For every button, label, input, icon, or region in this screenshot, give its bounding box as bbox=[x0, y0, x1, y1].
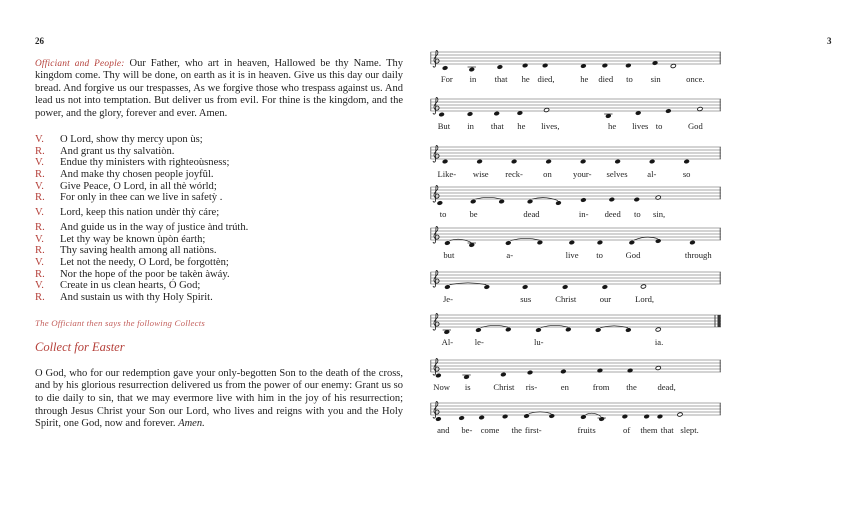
versicle-text: Let thy way be known ùpòn éarth; bbox=[60, 233, 206, 245]
lyric-syllable: so bbox=[682, 169, 691, 179]
lyric-syllable: lives, bbox=[541, 121, 560, 131]
treble-clef-icon bbox=[433, 50, 439, 67]
versicle-label: V. bbox=[35, 256, 44, 268]
note bbox=[537, 240, 543, 245]
versicle-text: And make thy chosen people joyfûl. bbox=[60, 168, 214, 180]
versicle-text: And sustain us with thy Holy Spirit. bbox=[60, 291, 213, 303]
staff-notation bbox=[430, 268, 722, 294]
lyric-syllable: For bbox=[440, 74, 453, 84]
lyric-syllable: the bbox=[626, 382, 637, 392]
lyric-syllable: Now bbox=[433, 382, 450, 392]
lyric-syllable: died, bbox=[537, 74, 555, 84]
collect-paragraph bbox=[35, 368, 403, 432]
note bbox=[569, 240, 575, 245]
note bbox=[655, 239, 661, 244]
note bbox=[442, 66, 448, 71]
treble-clef-icon bbox=[433, 358, 439, 375]
versicle-row bbox=[35, 192, 403, 204]
lyric-syllable: be- bbox=[461, 425, 473, 435]
music-staff bbox=[430, 48, 722, 88]
staff-lyrics bbox=[430, 121, 722, 133]
page-number-left: 26 bbox=[35, 36, 44, 46]
collect-text: O God, who for our redemption gave your only-begotten Son to the death of the cross, and by his glorious resurrection delivered us from the power of our enemy: Grant us so to die daily to sin, that we may evermore live with him in the joy of his resurrection; through Jesus Christ your Son our Lord, who lives and reigns with you and the Holy Spirit, one God, now and forever. bbox=[35, 367, 403, 430]
music-staff bbox=[430, 95, 722, 135]
note bbox=[479, 415, 485, 420]
note bbox=[484, 285, 490, 290]
lyric-syllable: sin bbox=[650, 74, 661, 84]
lyric-syllable: first- bbox=[524, 425, 542, 435]
note bbox=[599, 417, 605, 422]
music-staff bbox=[430, 224, 722, 264]
note bbox=[546, 159, 552, 164]
lyric-syllable: is bbox=[464, 382, 471, 392]
lyric-syllable: slept. bbox=[680, 425, 699, 435]
versicle-text: O Lord, show thy mercy upon ùs; bbox=[60, 134, 203, 145]
lyric-syllable: God bbox=[625, 250, 641, 260]
lyric-syllable: he bbox=[580, 74, 589, 84]
lyric-syllable: lives bbox=[632, 121, 649, 131]
treble-clef-icon bbox=[433, 97, 439, 114]
lyric-syllable: to bbox=[596, 250, 603, 260]
lyric-syllable: once. bbox=[686, 74, 705, 84]
lords-prayer-paragraph bbox=[35, 58, 403, 121]
versicle-text: Thy saving health among all natiòns. bbox=[60, 245, 217, 257]
note bbox=[505, 241, 511, 246]
lyric-syllable: fruits bbox=[577, 425, 596, 435]
note bbox=[524, 414, 530, 419]
collect-amen: Amen. bbox=[178, 418, 205, 430]
versicle-text: Let not the needy, O Lord, be forgottèn; bbox=[60, 256, 229, 268]
note bbox=[477, 159, 483, 164]
note bbox=[615, 159, 621, 164]
staff-lyrics bbox=[430, 382, 722, 394]
versicle-row bbox=[35, 207, 403, 219]
versicle-text: Endue thy ministers with righteoùsness; bbox=[60, 157, 230, 169]
note bbox=[436, 417, 442, 422]
open-note bbox=[677, 412, 683, 417]
open-note bbox=[655, 327, 661, 332]
versicle-row bbox=[35, 280, 403, 292]
versicle-label: R. bbox=[35, 145, 45, 157]
lyric-syllable: on bbox=[543, 169, 552, 179]
versicle-label: V. bbox=[35, 180, 44, 192]
note bbox=[476, 328, 482, 333]
lyric-syllable: Je- bbox=[442, 294, 453, 304]
lyric-syllable: in bbox=[467, 121, 474, 131]
lyric-syllable: died bbox=[598, 74, 614, 84]
lyric-syllable: to bbox=[655, 121, 663, 131]
staff-notation bbox=[430, 48, 722, 74]
note bbox=[439, 112, 445, 117]
rubric-officiant-and-people: Officiant and People: bbox=[35, 58, 125, 69]
note bbox=[562, 285, 568, 290]
note bbox=[565, 327, 571, 332]
staff-notation bbox=[430, 143, 722, 169]
versicle-text: Give Peace, O Lord, in all thè wórld; bbox=[60, 180, 217, 192]
versicle-label: R. bbox=[35, 268, 45, 280]
music-staff bbox=[430, 399, 722, 439]
staff-lyrics bbox=[430, 294, 722, 306]
note bbox=[469, 67, 475, 72]
lyric-syllable: ia. bbox=[654, 337, 664, 347]
lyric-syllable: dead bbox=[523, 209, 540, 219]
treble-clef-icon bbox=[433, 145, 439, 162]
versicle-text: And grant us thy salvatiòn. bbox=[60, 145, 175, 157]
note bbox=[505, 327, 511, 332]
note bbox=[684, 159, 690, 164]
lyric-syllable: that bbox=[490, 121, 504, 131]
versicle-row bbox=[35, 234, 403, 246]
note bbox=[527, 370, 533, 375]
music-staff bbox=[430, 311, 722, 351]
music-staff bbox=[430, 143, 722, 183]
lyric-syllable: live bbox=[565, 250, 579, 260]
versicle-text: For only in thee can we live in safetỳ . bbox=[60, 192, 223, 204]
note bbox=[561, 369, 567, 374]
collect-for-easter-heading: Collect for Easter bbox=[35, 340, 125, 354]
lyric-syllable: that bbox=[660, 425, 674, 435]
lyric-syllable: Like- bbox=[437, 169, 457, 179]
note bbox=[556, 201, 562, 206]
note bbox=[436, 373, 442, 378]
versicle-label: V. bbox=[35, 280, 44, 292]
lyric-syllable: he bbox=[608, 121, 617, 131]
note bbox=[597, 240, 603, 245]
versicle-text: Nor the hope of the poor be takèn àwáy. bbox=[60, 268, 230, 280]
staff-lyrics bbox=[430, 74, 722, 86]
versicle-row bbox=[35, 157, 403, 169]
staff-lyrics bbox=[430, 337, 722, 349]
versicle-row bbox=[35, 181, 403, 193]
treble-clef-icon bbox=[433, 185, 439, 202]
staff-lyrics bbox=[430, 169, 722, 181]
staff-notation bbox=[430, 95, 722, 121]
lyric-syllable: the bbox=[511, 425, 522, 435]
versicle-text: Lord, keep this nation undèr thỳ cáre; bbox=[60, 207, 220, 219]
note bbox=[511, 159, 517, 164]
final-barline-thick bbox=[718, 315, 721, 327]
note bbox=[595, 328, 601, 333]
staff-notation bbox=[430, 224, 722, 250]
lyric-syllable: be bbox=[469, 209, 478, 219]
note bbox=[581, 198, 587, 203]
lyric-syllable: that bbox=[494, 74, 508, 84]
lyric-syllable: he bbox=[521, 74, 530, 84]
note bbox=[536, 328, 542, 333]
note bbox=[494, 111, 500, 116]
lyric-syllable: our bbox=[599, 294, 612, 304]
versicle-label: V. bbox=[35, 157, 44, 169]
lyric-syllable: come bbox=[480, 425, 500, 435]
lyric-syllable: al- bbox=[647, 169, 657, 179]
versicle-label: R. bbox=[35, 192, 45, 204]
page-number-right: 3 bbox=[827, 36, 832, 46]
lyric-syllable: reck- bbox=[505, 169, 523, 179]
note bbox=[467, 112, 473, 117]
music-staff bbox=[430, 356, 722, 396]
lyric-syllable: sin, bbox=[653, 209, 666, 219]
note bbox=[500, 372, 506, 377]
music-staff bbox=[430, 268, 722, 308]
lyric-syllable: Al- bbox=[441, 337, 454, 347]
note bbox=[609, 197, 615, 202]
music-staff bbox=[430, 183, 722, 223]
lyric-syllable: God bbox=[687, 121, 703, 131]
lyric-syllable: Christ bbox=[493, 382, 515, 392]
note bbox=[625, 328, 631, 333]
lyric-syllable: in- bbox=[578, 209, 589, 219]
treble-clef-icon bbox=[433, 313, 439, 330]
rubric-collects: The Officiant then says the following Collects bbox=[35, 318, 205, 328]
lyric-syllable: lu- bbox=[533, 337, 544, 347]
lyric-syllable: ris- bbox=[525, 382, 538, 392]
note bbox=[445, 241, 451, 246]
treble-clef-icon bbox=[433, 401, 439, 418]
lyric-syllable: en bbox=[560, 382, 569, 392]
versicle-label: R. bbox=[35, 245, 45, 257]
lyric-syllable: to bbox=[439, 209, 447, 219]
lyric-syllable: your- bbox=[573, 169, 592, 179]
versicle-label: R. bbox=[35, 168, 45, 180]
lyric-syllable: But bbox=[437, 121, 451, 131]
staff-lyrics bbox=[430, 425, 722, 437]
staff-notation bbox=[430, 399, 722, 425]
lyric-syllable: in bbox=[469, 74, 477, 84]
staff-lyrics bbox=[430, 250, 722, 262]
note bbox=[602, 285, 608, 290]
lyric-syllable: them bbox=[640, 425, 658, 435]
versicle-label: V. bbox=[35, 207, 44, 219]
lyric-syllable: to bbox=[634, 209, 641, 219]
treble-clef-icon bbox=[433, 226, 439, 243]
lyric-syllable: deed bbox=[604, 209, 621, 219]
versicle-row bbox=[35, 245, 403, 257]
lyric-syllable: and bbox=[437, 425, 450, 435]
versicle-label: R. bbox=[35, 221, 45, 233]
note bbox=[522, 285, 528, 290]
versicle-row bbox=[35, 292, 403, 304]
note bbox=[527, 199, 533, 204]
versicles-and-responses bbox=[35, 134, 403, 304]
lyric-syllable: Christ bbox=[555, 294, 577, 304]
lyric-syllable: from bbox=[592, 382, 610, 392]
versicle-label: R. bbox=[35, 291, 45, 303]
versicle-row bbox=[35, 146, 403, 158]
staff-notation bbox=[430, 311, 722, 337]
versicle-row bbox=[35, 222, 403, 234]
note bbox=[499, 199, 505, 204]
note bbox=[437, 201, 443, 206]
note bbox=[459, 416, 465, 421]
note bbox=[442, 159, 448, 164]
lords-prayer-text: Our Father, who art in heaven, Hallowed be thy Name. Thy kingdom come. Thy will be done, on earth as it is in heaven. Give us this day our daily bread. And forgive us our trespasses, As we forgive those who trespass against us. And lead us not into temptation. But deliver us from evil. For thine is the kingdom, and the power, and the glory, forever and ever. Amen. bbox=[35, 57, 403, 119]
lyric-syllable: through bbox=[684, 250, 712, 260]
lyric-syllable: to bbox=[626, 74, 633, 84]
versicle-label: V. bbox=[35, 134, 44, 145]
note bbox=[445, 285, 451, 290]
versicle-text: Create in us clean hearts, Ó God; bbox=[60, 280, 201, 292]
note bbox=[649, 159, 655, 164]
note bbox=[634, 197, 640, 202]
lyric-syllable: wise bbox=[472, 169, 489, 179]
versicle-row bbox=[35, 134, 403, 146]
versicle-text: And guide us in the way of justice ànd trúth. bbox=[60, 221, 249, 233]
note bbox=[470, 199, 476, 204]
staff-notation bbox=[430, 356, 722, 382]
versicle-label: V. bbox=[35, 233, 44, 245]
note bbox=[580, 159, 586, 164]
lyric-syllable: sus bbox=[520, 294, 532, 304]
note bbox=[497, 65, 503, 70]
note bbox=[549, 414, 555, 419]
note bbox=[665, 109, 671, 114]
lyric-syllable: le- bbox=[474, 337, 484, 347]
versicle-row bbox=[35, 169, 403, 181]
note bbox=[690, 240, 696, 245]
staff-lyrics bbox=[430, 209, 722, 221]
treble-clef-icon bbox=[433, 270, 439, 287]
lyric-syllable: he bbox=[517, 121, 526, 131]
lyric-syllable: a- bbox=[506, 250, 514, 260]
lyric-syllable: dead, bbox=[657, 382, 676, 392]
staff-notation bbox=[430, 183, 722, 209]
lyric-syllable: Lord, bbox=[635, 294, 655, 304]
music-staves bbox=[430, 0, 722, 512]
open-note bbox=[641, 284, 647, 289]
note bbox=[629, 240, 635, 245]
lyric-syllable: of bbox=[623, 425, 631, 435]
lyric-syllable: but bbox=[443, 250, 455, 260]
versicle-row bbox=[35, 257, 403, 269]
versicle-row bbox=[35, 269, 403, 281]
lyric-syllable: selves bbox=[606, 169, 628, 179]
